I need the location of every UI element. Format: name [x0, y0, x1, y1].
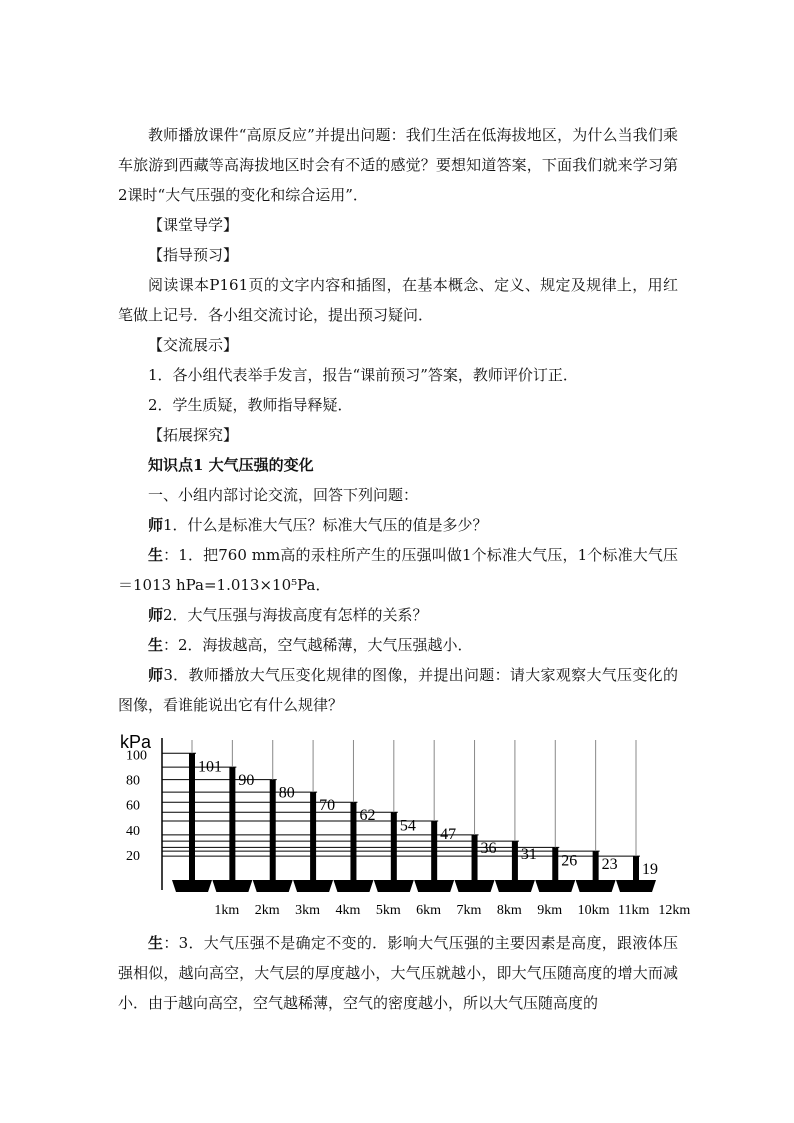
discussion-intro: 一、小组内部讨论交流，回答下列问题：	[148, 486, 419, 504]
y-tick-label: 20	[126, 848, 140, 864]
data-value-label: 80	[278, 784, 295, 802]
mercury-dish	[333, 880, 373, 892]
student-label: 生	[148, 636, 164, 654]
mercury-dish	[616, 880, 656, 892]
mercury-column	[270, 780, 276, 884]
mercury-column	[310, 792, 316, 884]
answer-2-text: ：2．海拔越高，空气越稀薄，大气压强越小．	[163, 636, 473, 654]
data-value-label: 101	[198, 758, 222, 776]
chart-svg	[118, 730, 691, 920]
question-1	[148, 510, 488, 540]
question-3	[118, 660, 678, 720]
mercury-column	[431, 821, 437, 884]
question-2-text: 2．大气压强与海拔高度有怎样的关系？	[163, 606, 428, 624]
exchange-item-2: 2．学生质疑，教师指导释疑．	[148, 396, 353, 414]
answer-1	[118, 540, 678, 600]
y-tick-label: 60	[126, 798, 140, 814]
x-category-label: 1km	[214, 903, 240, 918]
question-3-text: 3．教师播放大气压变化规律的图像，并提出问题：请大家观察大气压变化的图像，看谁能说出它有什么规律？	[118, 666, 678, 714]
y-tick-label: 40	[126, 823, 140, 839]
data-value-label: 36	[480, 839, 497, 857]
x-category-label: 3km	[295, 903, 320, 918]
mercury-dish	[212, 880, 252, 892]
mercury-dish	[253, 880, 293, 892]
answer-1-text: ：1．把760 mm高的汞柱所产生的压强叫做1个标准大气压，1个标准大气压＝1013 hPa=1.013×10⁵Pa．	[118, 546, 678, 594]
x-category-label: 11km	[618, 903, 650, 918]
mercury-dish	[455, 880, 495, 892]
pressure-altitude-chart	[118, 730, 691, 920]
data-value-label: 31	[520, 846, 537, 864]
knowledge-point-title: 知识点1 大气压强的变化	[148, 456, 314, 474]
mercury-column	[552, 847, 558, 884]
x-category-label: 12km	[658, 903, 691, 918]
mercury-column	[350, 802, 356, 884]
data-value-label: 19	[642, 861, 658, 879]
mercury-column	[633, 856, 639, 884]
teacher-label: 师	[148, 606, 164, 624]
student-label: 生	[148, 934, 164, 952]
x-category-label: 9km	[537, 903, 563, 918]
mercury-dish	[576, 880, 616, 892]
mercury-dish	[414, 880, 454, 892]
heading-guided-preview: 【指导预习】	[148, 246, 239, 264]
data-value-label: 54	[399, 817, 416, 835]
heading-classroom-guide: 【课堂导学】	[148, 216, 239, 234]
x-category-label: 10km	[577, 903, 610, 918]
heading-exchange: 【交流展示】	[148, 336, 239, 354]
data-value-label: 62	[359, 807, 376, 825]
x-category-label: 8km	[496, 903, 522, 918]
mercury-dish	[374, 880, 414, 892]
data-value-label: 70	[319, 797, 336, 815]
teacher-label: 师	[148, 666, 164, 684]
data-value-label: 23	[601, 856, 618, 874]
data-value-label: 90	[238, 772, 255, 790]
question-2	[148, 600, 428, 630]
mercury-dish	[293, 880, 333, 892]
answer-2	[148, 630, 473, 660]
x-category-label: 6km	[416, 903, 442, 918]
y-tick-label: 80	[126, 773, 140, 789]
data-value-label: 26	[561, 852, 578, 870]
answer-3-text: ：3．大气压强不是确定不变的．影响大气压强的主要因素是高度，跟液体压强相似，越向高空，大气层的厚度越小，大气压就越小，即大气压随高度的增大而减小．由于越向高空，空气越稀薄，空气的密度越小，所以大气压随高度的	[118, 934, 678, 1012]
y-tick-label: 100	[126, 748, 147, 764]
mercury-column	[229, 767, 235, 884]
teacher-label: 师	[148, 516, 164, 534]
exchange-item-1: 1．各小组代表举手发言，报告“课前预习”答案，教师评价订正．	[148, 366, 578, 384]
x-category-label: 7km	[456, 903, 482, 918]
mercury-column	[593, 851, 599, 884]
mercury-dish	[495, 880, 535, 892]
x-category-label: 2km	[254, 903, 280, 918]
question-1-text: 1．什么是标准大气压？标准大气压的值是多少？	[163, 516, 488, 534]
y-axis-unit-label: kPa	[120, 732, 152, 752]
mercury-dish	[172, 880, 212, 892]
mercury-column	[512, 841, 518, 884]
x-category-label: 5km	[375, 903, 401, 918]
data-value-label: 47	[440, 826, 457, 844]
heading-explore: 【拓展探究】	[148, 426, 239, 444]
x-category-label: 4km	[335, 903, 361, 918]
answer-3	[118, 928, 678, 1018]
student-label: 生	[148, 546, 164, 564]
mercury-column	[189, 753, 195, 884]
intro-paragraph: 教师播放课件“高原反应”并提出问题：我们生活在低海拔地区，为什么当我们乘车旅游到西藏等高海拔地区时会有不适的感觉？要想知道答案，下面我们就来学习第2课时“大气压强的变化和综合运用”．	[118, 126, 678, 204]
mercury-dish	[535, 880, 575, 892]
reading-paragraph: 阅读课本P161页的文字内容和插图，在基本概念、定义、规定及规律上，用红笔做上记号．各小组交流讨论，提出预习疑问．	[118, 276, 678, 324]
mercury-column	[472, 835, 478, 884]
mercury-column	[391, 812, 397, 884]
